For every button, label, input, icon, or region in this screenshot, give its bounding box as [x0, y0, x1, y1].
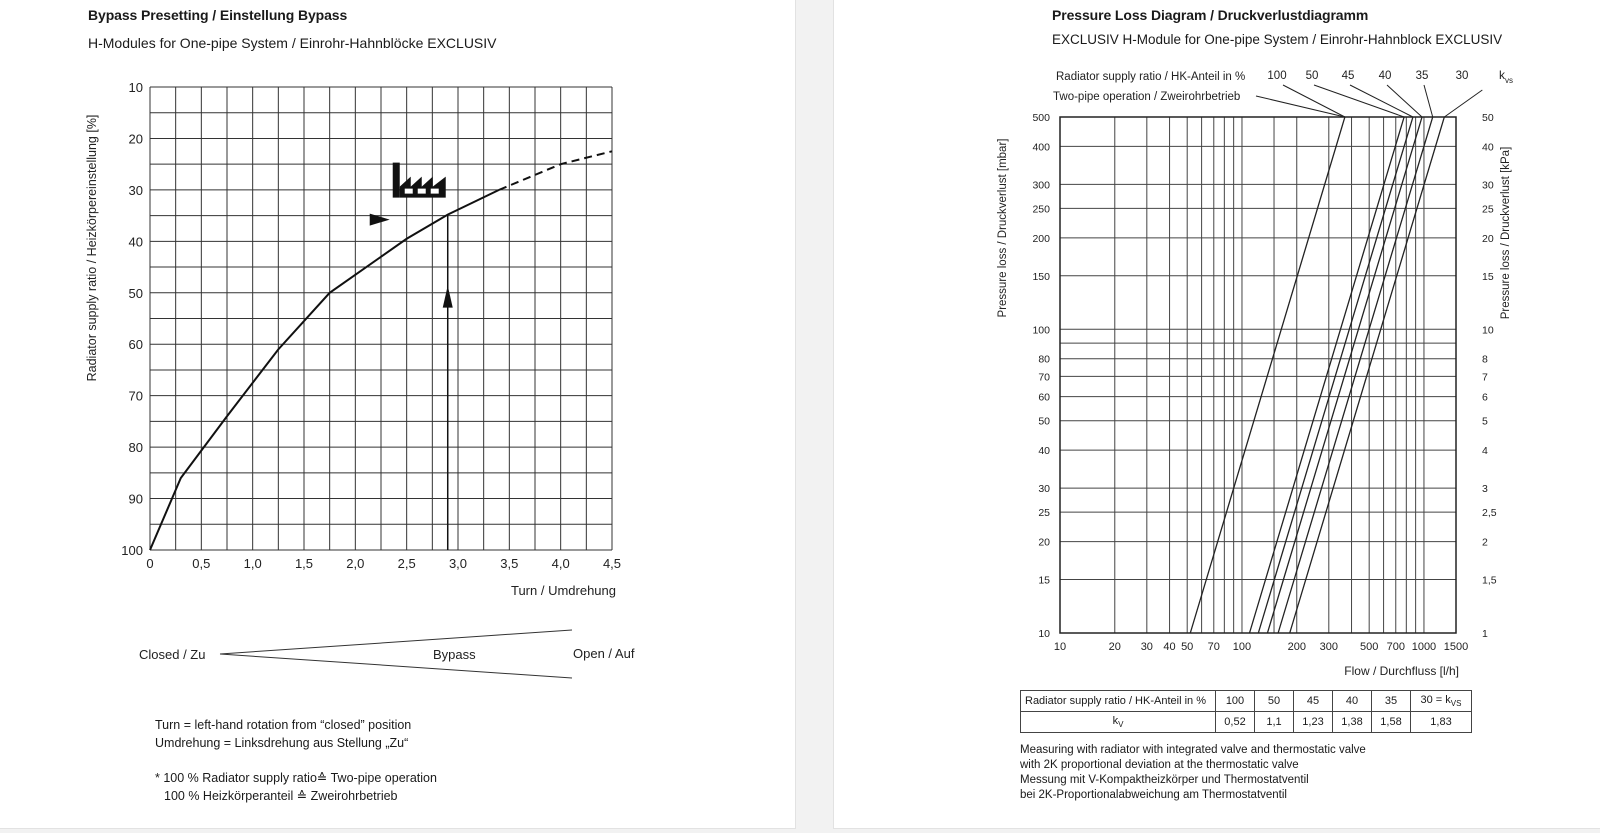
y-tick-label: 20: [128, 131, 143, 147]
x-tick-label: 100: [1232, 641, 1252, 653]
note-line: 100 % Heizkörperanteil ≙ Zweirohrbetrieb: [164, 789, 398, 803]
y-tick-label-right: 25: [1482, 203, 1494, 216]
table-header-cell: Radiator supply ratio / HK-Anteil in %: [1021, 691, 1216, 712]
chart-title: Bypass Presetting / Einstellung Bypass: [88, 7, 348, 23]
y-tick-label: 70: [128, 388, 143, 404]
kv-series-line: [1290, 117, 1445, 633]
y-tick-label: 30: [1038, 483, 1050, 496]
y-tick-label: 100: [121, 543, 143, 558]
y-tick-label: 500: [1032, 112, 1050, 124]
y-tick-label: 25: [1038, 507, 1050, 520]
note-line: Messung mit V-Kompaktheizkörper und Thermostatventil: [1020, 774, 1309, 786]
y-tick-label: 30: [128, 182, 143, 198]
y-tick-label-right: 1: [1482, 628, 1488, 640]
y-tick-label: 10: [1038, 628, 1050, 640]
table-cell: 35: [1372, 691, 1411, 712]
table-row: [1021, 691, 1472, 712]
y-tick-label: 60: [1038, 391, 1050, 404]
ratio-label: 100: [1267, 70, 1287, 82]
kvs-pointer-line: [1444, 90, 1482, 117]
y-tick-label: 100: [1032, 324, 1050, 337]
y-tick-label-right: 30: [1482, 179, 1494, 192]
ratio-label: 50: [1305, 70, 1319, 82]
y-tick-label-right: 4: [1482, 445, 1488, 458]
table-cell: 1,38: [1333, 712, 1372, 733]
x-tick-label: 0: [146, 556, 154, 571]
y-tick-label: 200: [1032, 232, 1050, 245]
chimney-shape: [393, 163, 400, 198]
y-tick-label-right: 50: [1482, 112, 1494, 124]
y-axis-label: Radiator supply ratio / Heizkörpereinstellung [%]: [85, 114, 99, 382]
y-tick-label-right: 10: [1482, 324, 1494, 337]
axis-ticks: [1032, 112, 1496, 653]
x-tick-label: 700: [1386, 641, 1405, 653]
table-cell: 1,83: [1411, 712, 1472, 733]
x-tick-label: 40: [1163, 641, 1176, 653]
y-tick-label: 400: [1032, 141, 1050, 154]
kvs-label: $k_{vs}$: [1499, 68, 1513, 85]
y-tick-label-right: 15: [1482, 270, 1494, 283]
note-line: Measuring with radiator with integrated valve and thermostatic valve: [1020, 744, 1366, 756]
chart-grid: [150, 87, 612, 550]
series-line-dashed: [499, 151, 612, 190]
table-cell: 100: [1216, 691, 1255, 712]
x-tick-label: 2,5: [397, 556, 416, 571]
table-cell: 0,52: [1216, 712, 1255, 733]
x-tick-label: 1500: [1443, 641, 1469, 653]
y-tick-label: 50: [128, 285, 143, 301]
x-tick-label: 200: [1287, 641, 1306, 653]
x-tick-label: 1000: [1411, 641, 1437, 653]
window-shape: [418, 189, 426, 194]
y-axis-label-right: Pressure loss / Druckverlust [kPa]: [1500, 146, 1512, 320]
right-panel: [834, 0, 1600, 828]
kv-table: [1020, 690, 1472, 733]
note-line: Turn = left-hand rotation from “closed” position: [155, 718, 412, 732]
x-tick-label: 300: [1319, 641, 1338, 653]
y-tick-label-right: 6: [1482, 391, 1488, 404]
pressure-loss-chart: [834, 0, 1600, 690]
x-tick-label: 1,0: [243, 556, 262, 571]
top-ratio-labels: [1256, 70, 1468, 117]
ratio-label: 40: [1378, 70, 1392, 82]
table-cell: 40: [1333, 691, 1372, 712]
x-tick-label: 30: [1140, 641, 1153, 653]
table-cell: $30 = k_{VS}$: [1411, 691, 1472, 712]
axis-ticks: [121, 80, 621, 571]
two-pipe-label: Two-pipe operation / Zweirohrbetrieb: [1053, 91, 1241, 103]
ratio-leader-line: [1283, 85, 1345, 117]
x-tick-label: 500: [1359, 641, 1379, 653]
chart-grid: [1060, 117, 1456, 633]
y-tick-label: 40: [1038, 445, 1050, 458]
y-tick-label-right: 20: [1482, 232, 1494, 245]
x-axis-label: Turn / Umdrehung: [510, 583, 616, 598]
note-line: bei 2K-Proportionalabweichung am Thermostatventil: [1020, 789, 1287, 801]
table-row: [1021, 712, 1472, 733]
y-tick-label-right: 2: [1482, 536, 1488, 549]
ratio-header-label: Radiator supply ratio / HK-Anteil in %: [1056, 71, 1246, 83]
x-tick-label: 1,5: [294, 556, 314, 571]
up-arrow-marker: [443, 286, 453, 308]
y-tick-label-right: 5: [1482, 415, 1488, 428]
x-tick-label: 3,0: [448, 556, 468, 571]
y-tick-label: 90: [128, 491, 143, 507]
x-tick-label: 2,0: [346, 556, 365, 571]
ratio-label: 30: [1455, 70, 1469, 82]
chart-subtitle: H-Modules for One-pipe System / Einrohr-Hahnblöcke EXCLUSIV: [88, 35, 497, 51]
y-tick-label: 80: [128, 440, 143, 456]
chart-annotations: [370, 163, 453, 550]
y-tick-label: 60: [128, 337, 143, 353]
x-tick-label: 4,5: [602, 556, 622, 571]
x-tick-label: 10: [1053, 641, 1067, 653]
y-tick-label-right: 3: [1482, 483, 1488, 496]
y-tick-label: 250: [1032, 203, 1050, 216]
factory-icon: [393, 163, 446, 198]
y-tick-label: 10: [128, 80, 143, 95]
kv-series-line: [1250, 117, 1405, 633]
y-tick-label: 70: [1038, 371, 1050, 384]
x-tick-label: 3,5: [500, 556, 519, 571]
y-tick-label-right: 1,5: [1482, 574, 1497, 587]
y-tick-label: 150: [1032, 270, 1050, 283]
table-cell: 1,58: [1372, 712, 1411, 733]
x-axis-label: Flow / Durchfluss [l/h]: [1344, 664, 1459, 678]
y-tick-label: 50: [1038, 415, 1050, 428]
window-shape: [405, 189, 413, 194]
ratio-label: 35: [1415, 70, 1429, 82]
y-axis-label-left: Pressure loss / Druckverlust [mbar]: [997, 138, 1009, 318]
y-tick-label-right: 2,5: [1482, 507, 1497, 520]
chart-subtitle: EXCLUSIV H-Module for One-pipe System / Einrohr-Hahnblock EXCLUSIV: [1052, 32, 1503, 47]
ratio-label: 45: [1341, 70, 1355, 82]
y-tick-label-right: 7: [1482, 371, 1488, 384]
left-panel: [0, 0, 795, 828]
table-cell: 1,23: [1294, 712, 1333, 733]
y-tick-label: 80: [1038, 353, 1050, 366]
kv-series-line: [1278, 117, 1433, 633]
ratio-leader-line: [1424, 85, 1433, 117]
plot-frame: [1060, 117, 1456, 633]
note-line: * 100 % Radiator supply ratio≙ Two-pipe operation: [155, 771, 437, 785]
two-pipe-leader-line: [1256, 96, 1345, 117]
table-cell: 1,1: [1255, 712, 1294, 733]
x-tick-label: 20: [1108, 641, 1121, 653]
chart-title: Pressure Loss Diagram / Druckverlustdiagramm: [1052, 7, 1369, 23]
y-tick-label-right: 40: [1482, 141, 1494, 154]
window-shape: [431, 189, 439, 194]
table-cell: 50: [1255, 691, 1294, 712]
open-label: Open / Auf: [573, 646, 635, 661]
x-tick-label: 0,5: [192, 556, 211, 571]
bypass-scale: [139, 630, 635, 678]
x-tick-label: 70: [1207, 641, 1220, 653]
x-tick-label: 4,0: [551, 556, 570, 571]
kv-series-line: [1258, 117, 1413, 633]
y-tick-label-right: 8: [1482, 353, 1488, 366]
y-tick-label: 20: [1038, 536, 1050, 549]
y-tick-label: 300: [1032, 179, 1050, 192]
note-line: Umdrehung = Linksdrehung aus Stellung „Zu“: [155, 736, 409, 750]
table-cell: 45: [1294, 691, 1333, 712]
x-tick-label: 50: [1181, 641, 1194, 653]
note-line: with 2K proportional deviation at the thermostatic valve: [1020, 759, 1299, 771]
bypass-label: Bypass: [433, 647, 476, 662]
kv-series-line: [1267, 117, 1422, 633]
y-tick-label: 15: [1038, 574, 1050, 587]
table-header-cell: $k_V$: [1021, 712, 1216, 733]
bypass-chart: [0, 0, 795, 690]
closed-label: Closed / Zu: [139, 647, 206, 662]
y-tick-label: 40: [128, 234, 143, 250]
